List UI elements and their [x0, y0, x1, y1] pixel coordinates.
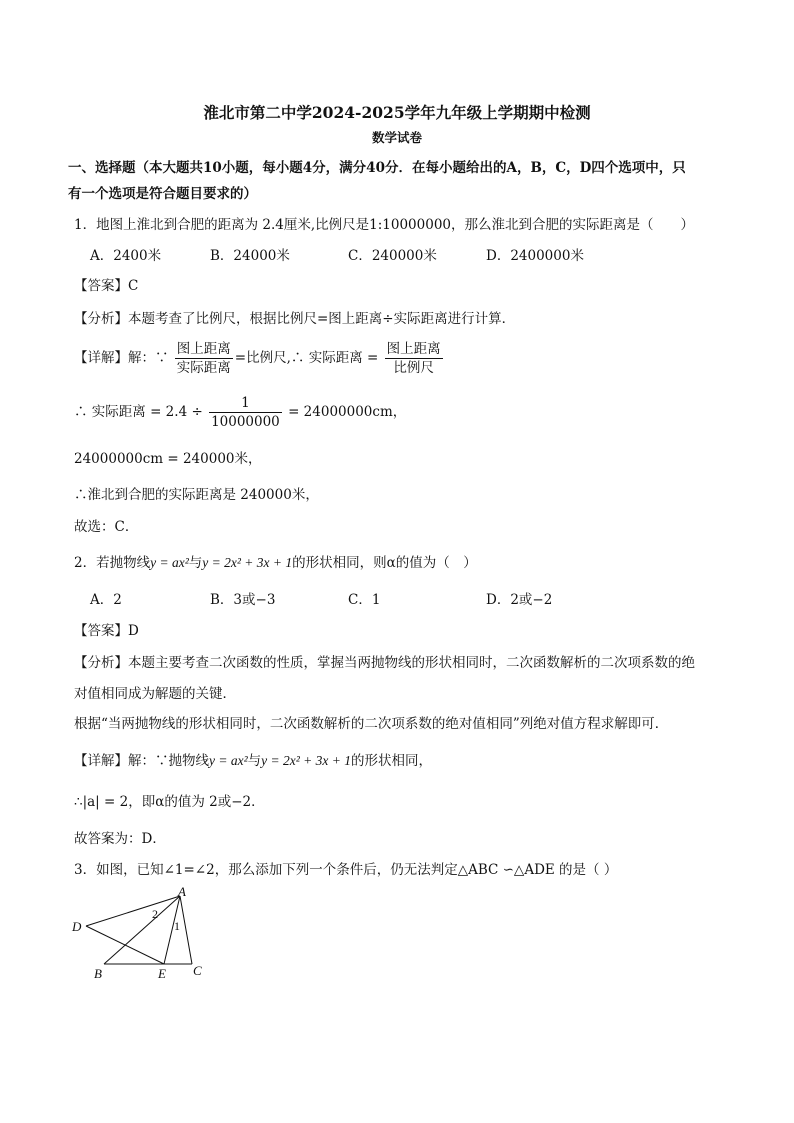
label-C: C — [193, 963, 202, 978]
q1-calc-suffix: = 24000000cm， — [288, 404, 407, 420]
q2-option-d: D．2或−2 — [486, 592, 553, 608]
section-heading-line1: 一、选择题（本大题共10小题，每小题4分，满分40分．在每小题给出的A，B，C，D四个选项中，只 — [68, 160, 686, 176]
q2-stem-part-c: 的形状相同，则α的值为（ ） — [292, 555, 477, 571]
q2-option-a: A．2 — [90, 592, 122, 608]
q2-option-b: B．3或−3 — [210, 592, 276, 608]
q1-option-b: B．24000米 — [210, 248, 290, 264]
q2-detail-part-b: 与 — [247, 753, 262, 769]
q1-fraction-map-over-scale — [385, 340, 443, 377]
q2-detail-part-c: 的形状相同， — [351, 753, 433, 769]
q2-detail-equation-1: y = ax² — [209, 753, 248, 768]
q1-calc-denominator: 10000000 — [211, 414, 280, 430]
q2-stem-part-a: 2．若抛物线 — [74, 555, 151, 571]
q1-frac2-numerator: 图上距离 — [386, 341, 441, 357]
q1-frac1-numerator: 图上距离 — [176, 341, 231, 357]
q2-option-c: C．1 — [348, 592, 381, 608]
q2-stem — [74, 551, 477, 571]
q1-answer: 【答案】C — [74, 278, 139, 294]
segment-AC — [180, 896, 192, 964]
page-subtitle: 数学试卷 — [371, 130, 422, 145]
q1-calc — [74, 394, 406, 431]
angle-2-label: 2 — [152, 907, 158, 921]
q1-fraction-map-over-real — [175, 340, 233, 377]
segment-AD — [86, 896, 180, 926]
q1-stem: 1．地图上淮北到合肥的距离为 2.4厘米,比例尺是1:10000000，那么淮北到合肥的实际距离是（ ） — [74, 217, 694, 233]
q2-analysis-line1: 【分析】本题主要考查二次函数的性质，掌握当两抛物线的形状相同时，二次函数解析的二次项系数的绝 — [74, 655, 695, 671]
q1-calc-numerator: 1 — [209, 394, 282, 413]
q2-analysis-line3: 根据“当两抛物线的形状相同时，二次函数解析的二次项系数的绝对值相同”列绝对值方程求解即可． — [74, 716, 669, 732]
q2-choice: 故答案为：D． — [74, 831, 166, 847]
q1-option-a: A．2400米 — [90, 248, 162, 264]
q2-detail-part-a: 【详解】解：∵抛物线 — [74, 753, 209, 769]
label-B: B — [94, 966, 102, 981]
q1-calc-prefix: ∴ 实际距离 = 2.4 ÷ — [74, 404, 203, 420]
q1-because-symbol: ∵ — [155, 350, 169, 366]
q1-option-c: C．240000米 — [348, 248, 437, 264]
triangle-figure — [68, 884, 218, 984]
q1-fraction-one-over-scale — [209, 394, 282, 431]
q2-equation-2: y = 2x² + 3x + 1 — [202, 555, 293, 570]
page-title: 淮北市第二中学2024-2025学年九年级上学期期中检测 — [203, 103, 591, 122]
q2-analysis-line2: 对值相同成为解题的关键． — [74, 686, 236, 702]
q2-equation-1: y = ax² — [150, 555, 189, 570]
label-E: E — [158, 966, 166, 981]
q1-detail — [74, 340, 445, 377]
q1-choice: 故选：C． — [74, 519, 139, 535]
section-heading-line2: 有一个选项是符合题目要求的） — [68, 186, 257, 202]
q2-result: ∴|a| = 2，即α的值为 2或−2． — [74, 794, 265, 810]
q1-unit-conversion: 24000000cm = 240000米， — [74, 451, 262, 467]
q1-detail-middle: =比例尺,∴ 实际距离 = — [234, 350, 379, 366]
q3-stem: 3．如图，已知∠1=∠2，那么添加下列一个条件后，仍无法判定△ABC ∽△ADE 的是（ ） — [74, 862, 618, 878]
label-D: D — [72, 919, 82, 934]
label-A: A — [178, 884, 186, 899]
q2-detail-equation-2: y = 2x² + 3x + 1 — [261, 753, 352, 768]
q1-analysis: 【分析】本题考查了比例尺，根据比例尺=图上距离÷实际距离进行计算． — [74, 311, 516, 327]
q1-conclusion: ∴淮北到合肥的实际距离是 240000米， — [74, 487, 319, 503]
q1-option-d: D．2400000米 — [486, 248, 584, 264]
q1-frac1-denominator: 实际距离 — [176, 360, 231, 376]
q2-answer: 【答案】D — [74, 623, 139, 639]
q2-stem-part-b: 与 — [188, 555, 203, 571]
q2-detail — [74, 749, 432, 769]
q1-detail-prefix: 【详解】解： — [74, 350, 155, 366]
angle-1-label: 1 — [174, 919, 180, 933]
q1-frac2-denominator: 比例尺 — [393, 360, 434, 376]
